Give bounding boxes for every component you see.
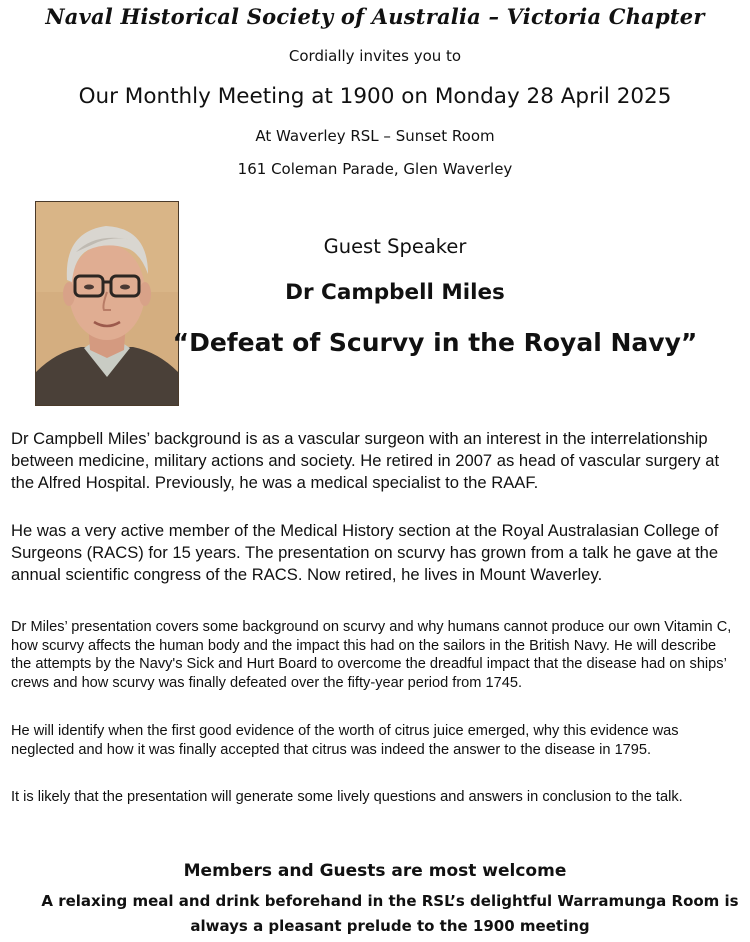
speaker-photo bbox=[35, 201, 179, 406]
society-title: Naval Historical Society of Australia – Victoria Chapter bbox=[45, 4, 705, 29]
address-line: 161 Coleman Parade, Glen Waverley bbox=[237, 160, 513, 178]
talk-title: “Defeat of Scurvy in the Royal Navy” bbox=[172, 328, 698, 357]
meal-note: A relaxing meal and drink beforehand in the RSL’s delightful Warramunga Room is always a pleasant prelude to the 1900 meeting bbox=[41, 892, 739, 935]
presentation-paragraph-2: He will identify when the first good evidence of the worth of citrus juice emerged, why this evidence was neglected and how it was finally accepted that citrus was indeed the answer to the disease in 1795. bbox=[11, 723, 679, 758]
welcome-line: Members and Guests are most welcome bbox=[183, 861, 567, 881]
bio-paragraph-2: He was a very active member of the Medical History section at the Royal Australasian College of Surgeons (RACS) for 15 years. The presentation on scurvy has grown from a talk he gave at the annual scientific congress of the RACS. Now retired, he lives in Mount Waverley. bbox=[11, 521, 719, 584]
guest-speaker-label: Guest Speaker bbox=[323, 235, 467, 258]
presentation-paragraph-3: It is likely that the presentation will generate some lively questions and answers in conclusion to the talk. bbox=[11, 789, 683, 805]
bio-paragraph-1: Dr Campbell Miles’ background is as a vascular surgeon with an interest in the interrelationship between medicine, military actions and society. He retired in 2007 as head of vascular surgery at the Alfred Hospital. Previously, he was a medical specialist to the RAAF. bbox=[11, 429, 720, 492]
venue-line: At Waverley RSL – Sunset Room bbox=[255, 127, 495, 145]
speaker-portrait-illustration bbox=[36, 202, 178, 405]
meeting-heading: Our Monthly Meeting at 1900 on Monday 28 April 2025 bbox=[78, 84, 672, 109]
presentation-paragraph-1: Dr Miles’ presentation covers some background on scurvy and why humans cannot produce our own Vitamin C, how scurvy affects the human body and the impact this had on the sailors in the British Navy. He will describe the attempts by the Navy's Sick and Hurt Board to overcome the dreadful impact that the disease had on ships’ crews and how scurvy was finally defeated over the fifty-year period from 1745. bbox=[11, 619, 732, 691]
invite-line: Cordially invites you to bbox=[288, 47, 462, 65]
speaker-name: Dr Campbell Miles bbox=[285, 280, 505, 305]
